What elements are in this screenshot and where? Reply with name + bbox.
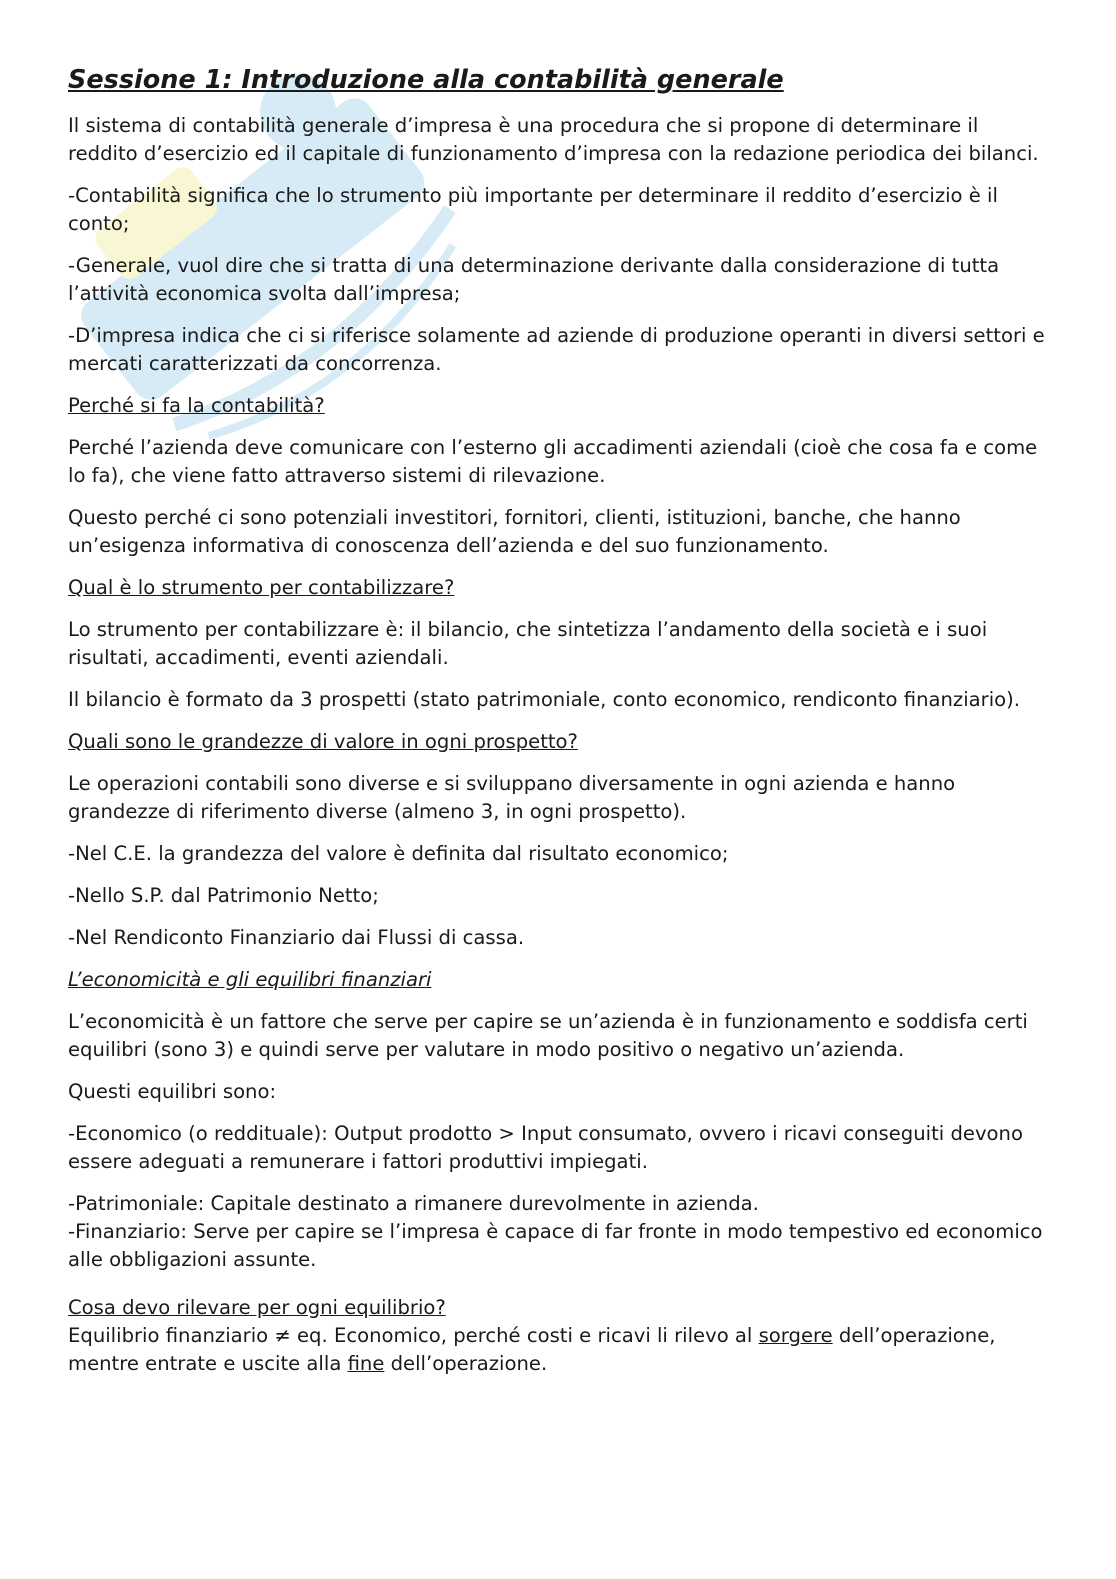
definition-impresa: -D’impresa indica che ci si riferisce solamente ad aziende di produzione operanti in diversi settori e mercati caratterizzati da concorrenza. [68,324,1045,375]
question-perche: Perché si fa la contabilità? [68,394,325,417]
equilibri-intro: Questi equilibri sono: [68,1080,277,1103]
answer-economicita: L’economicità è un fattore che serve per capire se un’azienda è in funzionamento e soddisfa certi equilibri (sono 3) e quindi serve per valutare in modo positivo o negativo un’azienda. [68,1010,1028,1061]
question-economicita: L’economicità e gli equilibri finanziari [68,968,432,991]
item-rendiconto-finanziario: -Nel Rendiconto Finanziario dai Flussi di cassa. [68,926,525,949]
intro-paragraph: Il sistema di contabilità generale d’impresa è una procedura che si propone di determinare il reddito d’esercizio ed il capitale di funzionamento d’impresa con la redazione periodica dei bilanci. [68,114,1039,165]
question-grandezze: Quali sono le grandezze di valore in ogni prospetto? [68,730,578,753]
equilibrio-patrimoniale: -Patrimoniale: Capitale destinato a rimanere durevolmente in azienda. [68,1192,759,1215]
item-conto-economico: -Nel C.E. la grandezza del valore è definita dal risultato economico; [68,842,729,865]
answer-rilevare-part1: Equilibrio finanziario ≠ eq. Economico, perché costi e ricavi li rilevo al [68,1324,759,1347]
answer-rilevare-part2: dell’operazione, mentre entrate e uscite alla [68,1324,996,1375]
equilibrio-finanziario: -Finanziario: Serve per capire se l’impresa è capace di far fronte in modo tempestivo ed economico alle obbligazioni assunte. [68,1220,1043,1271]
definition-generale: -Generale, vuol dire che si tratta di una determinazione derivante dalla considerazione di tutta l’attività economica svolta dall’impresa; [68,254,1000,305]
item-stato-patrimoniale: -Nello S.P. dal Patrimonio Netto; [68,884,379,907]
answer-rilevare-fine: fine [347,1352,385,1375]
equilibrio-economico: -Economico (o reddituale): Output prodotto > Input consumato, ovvero i ricavi conseguiti devono essere adeguati a remunerare i fattori produttivi impiegati. [68,1122,1023,1173]
page-title: Sessione 1: Introduzione alla contabilità generale [68,65,784,95]
answer-strumento-1: Lo strumento per contabilizzare è: il bilancio, che sintetizza l’andamento della società e i suoi risultati, accadimenti, eventi aziendali. [68,618,988,669]
answer-perche-1: Perché l’azienda deve comunicare con l’esterno gli accadimenti aziendali (cioè che cosa fa e come lo fa), che viene fatto attraverso sistemi di rilevazione. [68,436,1038,487]
answer-rilevare-sorgere: sorgere [758,1324,833,1347]
question-rilevare: Cosa devo rilevare per ogni equilibrio? [68,1296,446,1319]
answer-grandezze: Le operazioni contabili sono diverse e si sviluppano diversamente in ogni azienda e hanno grandezze di riferimento diverse (almeno 3, in ogni prospetto). [68,772,956,823]
answer-rilevare [68,1322,1053,1378]
answer-rilevare-part3: dell’operazione. [384,1352,548,1375]
definition-contabilita: -Contabilità significa che lo strumento più importante per determinare il reddito d’esercizio è il conto; [68,184,998,235]
answer-strumento-2: Il bilancio è formato da 3 prospetti (stato patrimoniale, conto economico, rendiconto finanziario). [68,688,1021,711]
answer-perche-2: Questo perché ci sono potenziali investitori, fornitori, clienti, istituzioni, banche, che hanno un’esigenza informativa di conoscenza dell’azienda e del suo funzionamento. [68,506,961,557]
question-strumento: Qual è lo strumento per contabilizzare? [68,576,455,599]
document-page [68,62,1053,1392]
